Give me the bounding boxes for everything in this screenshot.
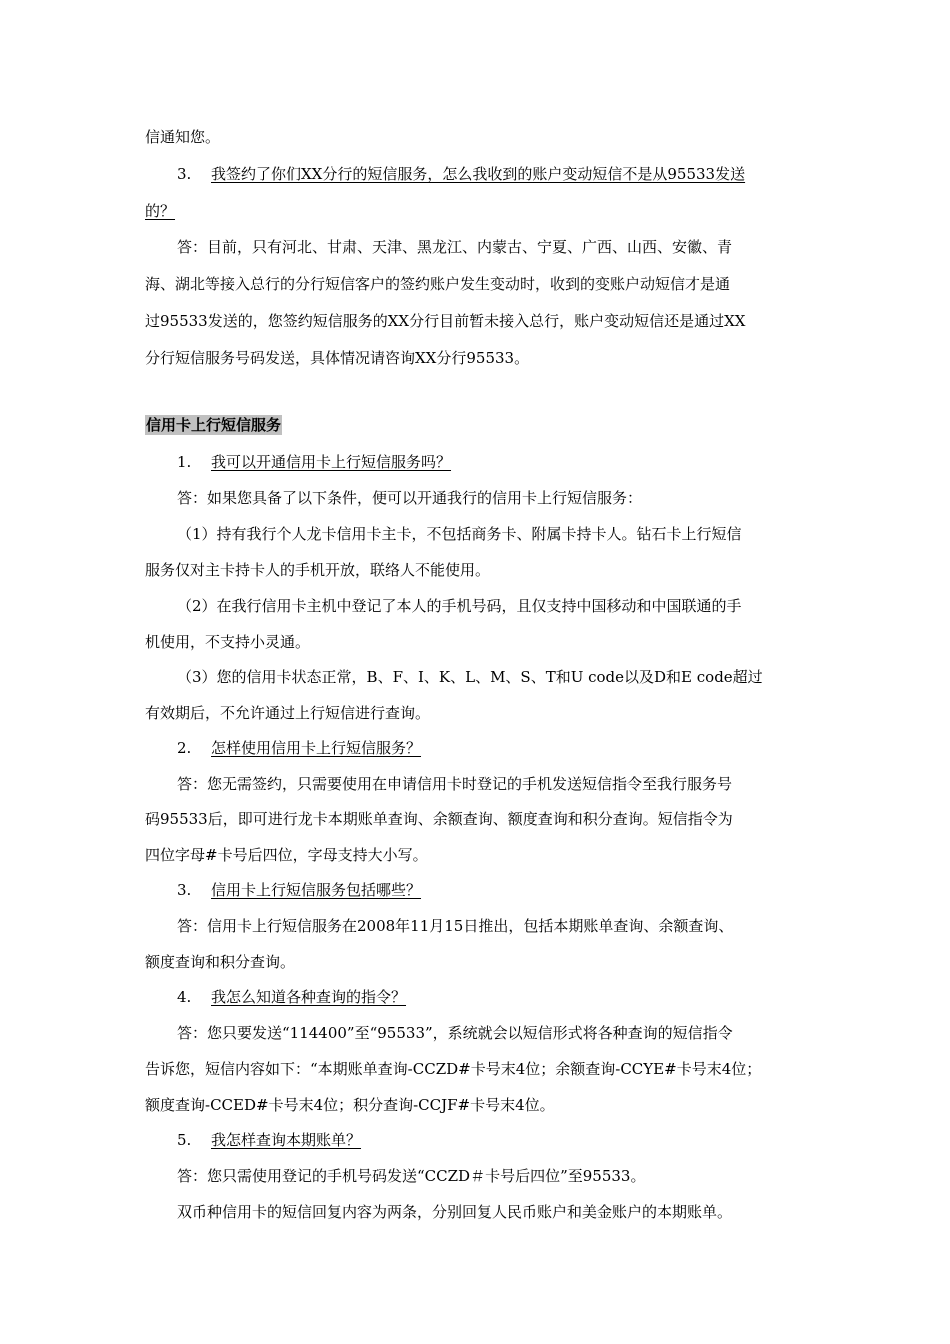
answer-line: 答：目前，只有河北、甘肃、天津、黑龙江、内蒙古、宁夏、广西、山西、安徽、青 — [177, 238, 733, 256]
answer-line: 额度查询和积分查询。 — [145, 953, 296, 971]
answer-line: 过95533发送的，您签约短信服务的XX分行目前暂未接入总行，账户变动短信还是通过XX — [145, 312, 746, 330]
question-number: 3. — [177, 165, 192, 183]
question-4 — [177, 987, 406, 1007]
condition-1-continued: 服务仅对主卡持卡人的手机开放，联络人不能使用。 — [145, 561, 491, 579]
question-text-continued: 的？ — [145, 202, 176, 220]
condition-1: （1）持有我行个人龙卡信用卡主卡，不包括商务卡、附属卡持卡人。钻石卡上行短信 — [177, 525, 742, 543]
question-3-sms-source — [177, 164, 745, 184]
question-5 — [177, 1130, 361, 1150]
answer-line: 答：如果您具备了以下条件，便可以开通我行的信用卡上行短信服务： — [177, 489, 643, 507]
question-text: 我怎么知道各种查询的指令？ — [211, 988, 407, 1006]
condition-2: （2）在我行信用卡主机中登记了本人的手机号码，且仅支持中国移动和中国联通的手 — [177, 597, 742, 615]
answer-line: 分行短信服务号码发送，具体情况请咨询XX分行95533。 — [145, 349, 530, 367]
question-number: 5. — [177, 1131, 192, 1149]
question-number: 2. — [177, 739, 192, 757]
question-2 — [177, 738, 421, 758]
question-number: 4. — [177, 988, 192, 1006]
question-1 — [177, 452, 451, 472]
question-text: 我可以开通信用卡上行短信服务吗？ — [211, 453, 452, 471]
condition-3-continued: 有效期后，不允许通过上行短信进行查询。 — [145, 704, 431, 722]
question-number: 1. — [177, 453, 192, 471]
answer-line: 答：信用卡上行短信服务在2008年11月15日推出，包括本期账单查询、余额查询、 — [177, 917, 734, 935]
question-number: 3. — [177, 881, 192, 899]
question-text: 我怎样查询本期账单？ — [211, 1131, 362, 1149]
question-text: 信用卡上行短信服务包括哪些？ — [211, 881, 422, 899]
answer-line: 四位字母#卡号后四位，字母支持大小写。 — [145, 846, 428, 864]
answer-line: 额度查询-CCED#卡号末4位；积分查询-CCJF#卡号末4位。 — [145, 1096, 555, 1114]
condition-2-continued: 机使用，不支持小灵通。 — [145, 633, 311, 651]
answer-line: 海、湖北等接入总行的分行短信客户的签约账户发生变动时，收到的变账户动短信才是通 — [145, 275, 731, 293]
answer-line: 答：您只要发送“114400”至“95533”，系统就会以短信形式将各种查询的短信指令 — [177, 1024, 733, 1042]
answer-line: 双币种信用卡的短信回复内容为两条，分别回复人民币账户和美金账户的本期账单。 — [177, 1203, 733, 1221]
condition-3: （3）您的信用卡状态正常，B、F、I、K、L、M、S、T和U code以及D和E code超过 — [177, 668, 763, 686]
answer-line: 告诉您，短信内容如下：“本期账单查询-CCZD#卡号末4位；余额查询-CCYE#卡号末4位； — [145, 1060, 762, 1078]
answer-line: 码95533后，即可进行龙卡本期账单查询、余额查询、额度查询和积分查询。短信指令为 — [145, 810, 733, 828]
question-text: 我签约了你们XX分行的短信服务，怎么我收到的账户变动短信不是从95533发送 — [211, 165, 746, 183]
section-heading: 信用卡上行短信服务 — [146, 416, 282, 434]
answer-line: 答：您只需使用登记的手机号码发送“CCZD＃卡号后四位”至95533。 — [177, 1167, 646, 1185]
question-3 — [177, 880, 421, 900]
paragraph-line: 信通知您。 — [145, 128, 221, 146]
question-text: 怎样使用信用卡上行短信服务？ — [211, 739, 422, 757]
answer-line: 答：您无需签约，只需要使用在申请信用卡时登记的手机发送短信指令至我行服务号 — [177, 775, 733, 793]
